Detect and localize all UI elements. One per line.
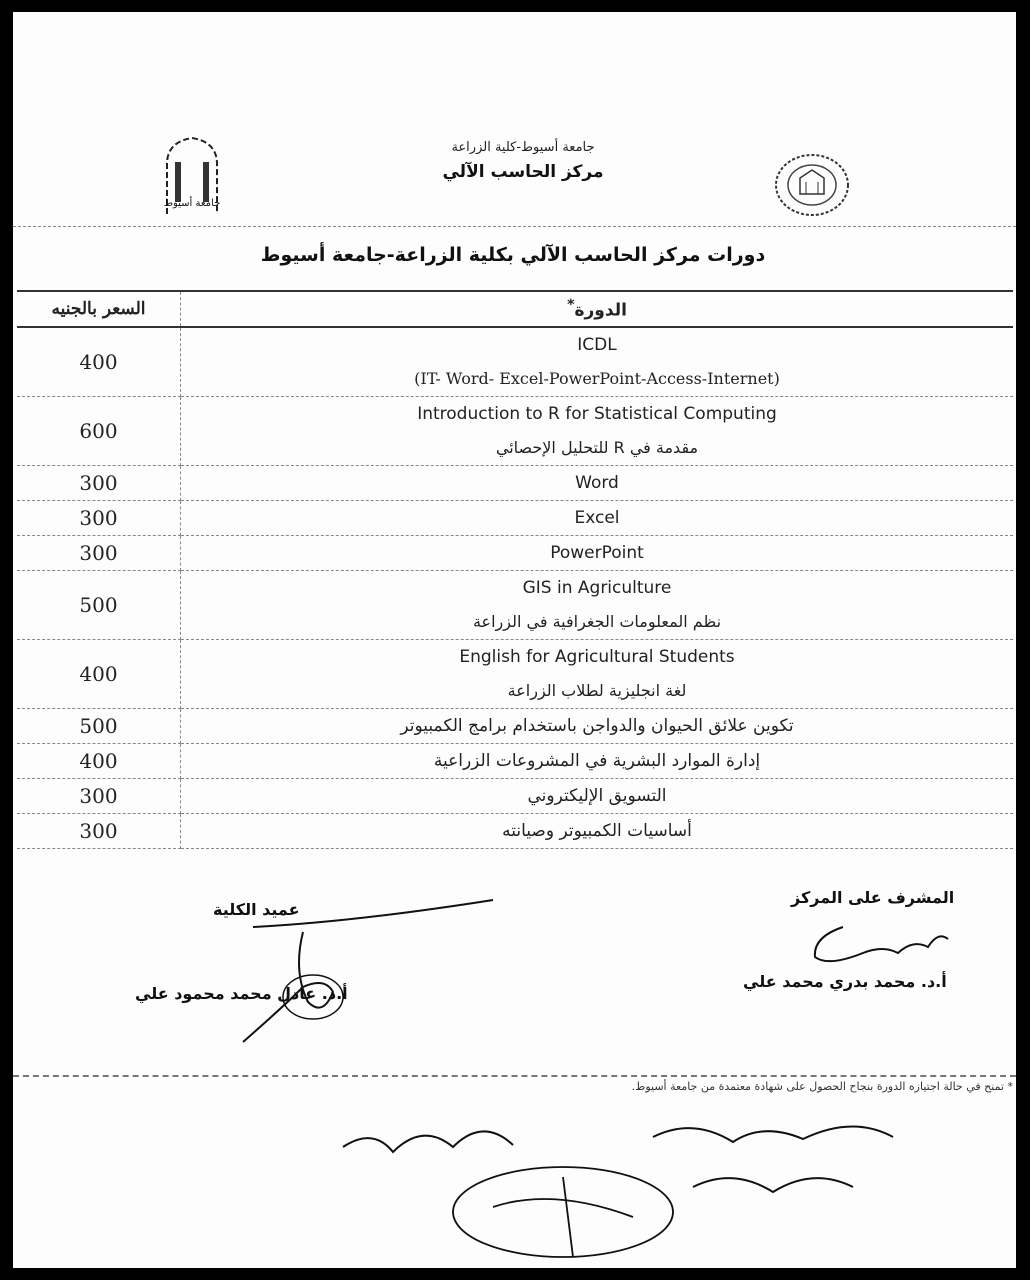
course-title: تكوين علائق الحيوان والدواجن باستخدام برامج الكمبيوتر (400, 716, 794, 736)
course-cell (181, 640, 1014, 709)
course-cell (181, 327, 1014, 397)
footnote: * تمنح في حالة اجتيازه الدورة بنجاح الحصول على شهادة معتمدة من جامعة أسيوط. (631, 1080, 1013, 1093)
course-title: ICDL (577, 335, 617, 355)
course-title: التسويق الإليكتروني (527, 786, 667, 806)
course-cell (181, 536, 1014, 571)
course-header-label: الدورة (574, 300, 627, 321)
table-header-row (17, 291, 1013, 327)
course-subtitle: (IT- Word- Excel-PowerPoint-Access-Internet) (414, 369, 780, 388)
table-row (17, 779, 1013, 814)
price-column-header: السعر بالجنيه (17, 291, 181, 327)
course-price: 300 (17, 536, 181, 571)
document-title: دورات مركز الحاسب الآلي بكلية الزراعة-جامعة أسيوط (260, 244, 766, 266)
supervisor-title: المشرف على المركز (791, 888, 955, 907)
course-price: 500 (17, 571, 181, 640)
course-title: Word (575, 473, 619, 493)
dean-signature (233, 892, 513, 1052)
dean-name: أ.د. عادل محمد محمود علي (135, 984, 348, 1003)
table-row (17, 501, 1013, 536)
course-subtitle: لغة انجليزية لطلاب الزراعة (507, 681, 687, 700)
table-row (17, 536, 1013, 571)
course-cell (181, 466, 1014, 501)
course-title: أساسيات الكمبيوتر وصيانته (502, 821, 692, 841)
course-title: Excel (574, 508, 620, 528)
university-logo (159, 134, 225, 218)
course-cell (181, 779, 1014, 814)
course-cell (181, 397, 1014, 466)
course-title: GIS in Agriculture (522, 578, 672, 598)
document-page (13, 12, 1016, 1268)
course-cell (181, 814, 1014, 849)
table-row (17, 814, 1013, 849)
center-name: مركز الحاسب الآلي (442, 162, 604, 182)
dean-title: عميد الكلية (213, 900, 300, 919)
table-row (17, 397, 1013, 466)
course-price: 300 (17, 814, 181, 849)
header-divider (13, 226, 1016, 227)
course-cell (181, 709, 1014, 744)
course-subtitle: مقدمة في R للتحليل الإحصائي (495, 438, 699, 457)
table-row (17, 327, 1013, 397)
course-price: 400 (17, 640, 181, 709)
table-row (17, 571, 1013, 640)
course-title: PowerPoint (550, 543, 644, 563)
handwritten-annotation (333, 1097, 973, 1267)
course-cell (181, 501, 1014, 536)
footer-divider (13, 1075, 1016, 1077)
course-price: 600 (17, 397, 181, 466)
course-cell (181, 744, 1014, 779)
supervisor-name: أ.د. محمد بدري محمد علي (743, 972, 947, 991)
courses-table (17, 290, 1013, 849)
course-price: 400 (17, 744, 181, 779)
course-subtitle: نظم المعلومات الجغرافية في الزراعة (472, 612, 722, 631)
course-price: 300 (17, 501, 181, 536)
footnote-marker: * (567, 297, 575, 314)
course-cell (181, 571, 1014, 640)
course-title: English for Agricultural Students (459, 647, 735, 667)
course-title: Introduction to R for Statistical Computing (417, 404, 777, 424)
course-column-header (181, 291, 1014, 327)
table-row (17, 744, 1013, 779)
table-row (17, 709, 1013, 744)
course-price: 300 (17, 779, 181, 814)
course-price: 300 (17, 466, 181, 501)
faculty-seal-icon (773, 152, 851, 218)
course-title: إدارة الموارد البشرية في المشروعات الزراعية (433, 751, 761, 771)
table-row (17, 640, 1013, 709)
table-row (17, 466, 1013, 501)
supervisor-signature (803, 917, 953, 972)
svg-text:جامعة أسيوط: جامعة أسيوط (163, 198, 221, 209)
course-price: 500 (17, 709, 181, 744)
university-faculty-label: جامعة أسيوط-كلية الزراعة (451, 140, 595, 155)
course-price: 400 (17, 327, 181, 397)
